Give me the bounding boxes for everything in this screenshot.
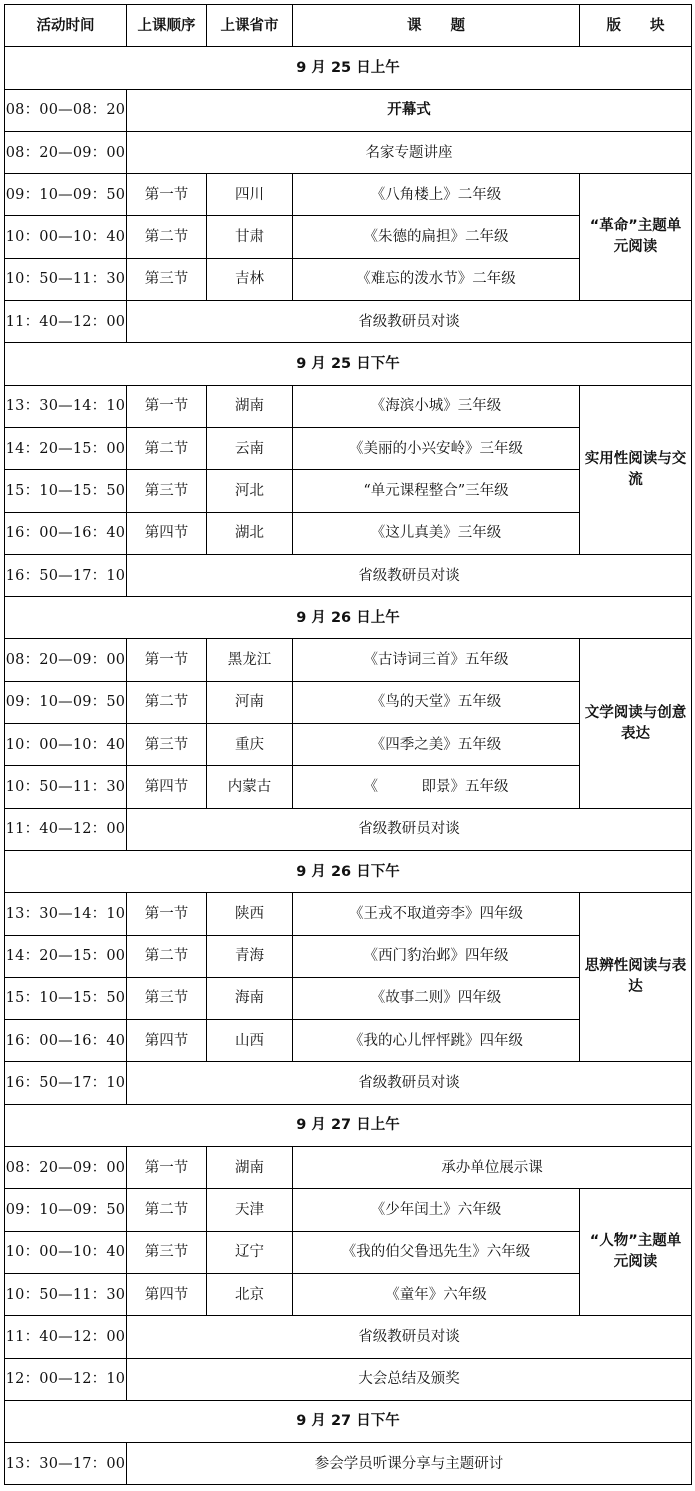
time-cell: 10：00—10：40: [5, 724, 127, 766]
order-cell: 第四节: [127, 766, 207, 808]
time-cell: 15：10—15：50: [5, 470, 127, 512]
time-cell: 09：10—09：50: [5, 174, 127, 216]
day-header-row: [5, 1104, 692, 1146]
province-cell: 北京: [207, 1273, 293, 1315]
time-cell: 08：20—09：00: [5, 639, 127, 681]
order-cell: 第四节: [127, 512, 207, 554]
header-topic: 课 题: [293, 5, 580, 47]
block-cell: “革命”主题单元阅读: [580, 174, 692, 301]
province-cell: 山西: [207, 1020, 293, 1062]
topic-cell: 《海滨小城》三年级: [293, 385, 580, 427]
order-cell: 第三节: [127, 258, 207, 300]
province-cell: 青海: [207, 935, 293, 977]
session-row: [5, 1358, 692, 1400]
time-cell: 12：00—12：10: [5, 1358, 127, 1400]
session-title: 省级教研员对谈: [127, 1062, 692, 1104]
time-cell: 15：10—15：50: [5, 977, 127, 1019]
session-row: [5, 554, 692, 596]
session-title: 参会学员听课分享与主题研讨: [127, 1443, 692, 1485]
session-row: [5, 1316, 692, 1358]
time-cell: 08：20—09：00: [5, 1147, 127, 1189]
day-title: 9 月 27 日下午: [5, 1400, 692, 1442]
block-cell: “人物”主题单元阅读: [580, 1189, 692, 1316]
lesson-row: [5, 385, 692, 427]
province-cell: 甘肃: [207, 216, 293, 258]
session-row: [5, 1062, 692, 1104]
session-row: [5, 131, 692, 173]
province-cell: 海南: [207, 977, 293, 1019]
day-title: 9 月 25 日下午: [5, 343, 692, 385]
time-cell: 10：00—10：40: [5, 1231, 127, 1273]
session-title: 省级教研员对谈: [127, 301, 692, 343]
time-cell: 13：30—14：10: [5, 893, 127, 935]
province-cell: 辽宁: [207, 1231, 293, 1273]
time-cell: 16：50—17：10: [5, 554, 127, 596]
header-block: 版 块: [580, 5, 692, 47]
province-cell: 四川: [207, 174, 293, 216]
day-header-row: [5, 47, 692, 89]
order-cell: 第二节: [127, 427, 207, 469]
session-title: 省级教研员对谈: [127, 808, 692, 850]
topic-cell: 《朱德的扁担》二年级: [293, 216, 580, 258]
order-cell: 第三节: [127, 470, 207, 512]
topic-cell: 《童年》六年级: [293, 1273, 580, 1315]
day-header-row: [5, 343, 692, 385]
header-time: 活动时间: [5, 5, 127, 47]
header-order: 上课顺序: [127, 5, 207, 47]
topic-cell: “单元课程整合”三年级: [293, 470, 580, 512]
time-cell: 13：30—14：10: [5, 385, 127, 427]
time-cell: 08：20—09：00: [5, 131, 127, 173]
time-cell: 16：00—16：40: [5, 1020, 127, 1062]
day-title: 9 月 27 日上午: [5, 1104, 692, 1146]
block-cell: 文学阅读与创意表达: [580, 639, 692, 808]
time-cell: 13：30—17：00: [5, 1443, 127, 1485]
time-cell: 10：00—10：40: [5, 216, 127, 258]
province-cell: 黑龙江: [207, 639, 293, 681]
time-cell: 11：40—12：00: [5, 1316, 127, 1358]
topic-cell: 《西门豹治邺》四年级: [293, 935, 580, 977]
order-cell: 第一节: [127, 1147, 207, 1189]
session-row: [5, 89, 692, 131]
day-header-row: [5, 1400, 692, 1442]
order-cell: 第二节: [127, 216, 207, 258]
order-cell: 第四节: [127, 1273, 207, 1315]
session-title: 名家专题讲座: [127, 131, 692, 173]
time-cell: 14：20—15：00: [5, 935, 127, 977]
order-cell: 第二节: [127, 935, 207, 977]
province-cell: 内蒙古: [207, 766, 293, 808]
topic-cell: 《王戎不取道旁李》四年级: [293, 893, 580, 935]
time-cell: 09：10—09：50: [5, 1189, 127, 1231]
order-cell: 第一节: [127, 893, 207, 935]
schedule-table: [4, 4, 692, 1485]
lesson-row: [5, 639, 692, 681]
topic-cell: 《鸟的天堂》五年级: [293, 681, 580, 723]
time-cell: 10：50—11：30: [5, 1273, 127, 1315]
time-cell: 16：00—16：40: [5, 512, 127, 554]
session-title: 开幕式: [127, 89, 692, 131]
province-cell: 陕西: [207, 893, 293, 935]
order-cell: 第一节: [127, 385, 207, 427]
order-cell: 第三节: [127, 1231, 207, 1273]
time-cell: 14：20—15：00: [5, 427, 127, 469]
time-cell: 10：50—11：30: [5, 766, 127, 808]
block-cell: 思辨性阅读与表达: [580, 893, 692, 1062]
topic-cell: 《古诗词三首》五年级: [293, 639, 580, 681]
province-cell: 湖南: [207, 385, 293, 427]
province-cell: 湖北: [207, 512, 293, 554]
session-title: 省级教研员对谈: [127, 1316, 692, 1358]
time-cell: 16：50—17：10: [5, 1062, 127, 1104]
topic-cell: 《四季之美》五年级: [293, 724, 580, 766]
topic-cell: 《这儿真美》三年级: [293, 512, 580, 554]
topic-cell: 《我的伯父鲁迅先生》六年级: [293, 1231, 580, 1273]
order-cell: 第四节: [127, 1020, 207, 1062]
day-title: 9 月 26 日下午: [5, 850, 692, 892]
topic-cell: 承办单位展示课: [293, 1147, 692, 1189]
session-row: [5, 301, 692, 343]
province-cell: 湖南: [207, 1147, 293, 1189]
schedule-body: [5, 5, 692, 1485]
topic-cell: 《八角楼上》二年级: [293, 174, 580, 216]
order-cell: 第三节: [127, 977, 207, 1019]
session-title: 省级教研员对谈: [127, 554, 692, 596]
order-cell: 第三节: [127, 724, 207, 766]
day-title: 9 月 25 日上午: [5, 47, 692, 89]
time-cell: 11：40—12：00: [5, 301, 127, 343]
topic-cell: 《难忘的泼水节》二年级: [293, 258, 580, 300]
province-cell: 吉林: [207, 258, 293, 300]
topic-cell: 《故事二则》四年级: [293, 977, 580, 1019]
lesson-row: [5, 1189, 692, 1231]
order-cell: 第二节: [127, 681, 207, 723]
lesson-row: [5, 174, 692, 216]
topic-cell: 《少年闰土》六年级: [293, 1189, 580, 1231]
session-row: [5, 808, 692, 850]
header-province: 上课省市: [207, 5, 293, 47]
province-cell: 重庆: [207, 724, 293, 766]
day-header-row: [5, 597, 692, 639]
schedule-document: [4, 4, 692, 1485]
time-cell: 10：50—11：30: [5, 258, 127, 300]
topic-cell: 《我的心儿怦怦跳》四年级: [293, 1020, 580, 1062]
province-cell: 河南: [207, 681, 293, 723]
time-cell: 08：00—08：20: [5, 89, 127, 131]
province-cell: 云南: [207, 427, 293, 469]
order-cell: 第一节: [127, 639, 207, 681]
province-cell: 天津: [207, 1189, 293, 1231]
lesson-row: [5, 893, 692, 935]
time-cell: 09：10—09：50: [5, 681, 127, 723]
time-cell: 11：40—12：00: [5, 808, 127, 850]
session-row: [5, 1443, 692, 1485]
day-header-row: [5, 850, 692, 892]
block-cell: 实用性阅读与交流: [580, 385, 692, 554]
topic-cell: 《 即景》五年级: [293, 766, 580, 808]
topic-cell: 《美丽的小兴安岭》三年级: [293, 427, 580, 469]
session-title: 大会总结及颁奖: [127, 1358, 692, 1400]
order-cell: 第二节: [127, 1189, 207, 1231]
lesson-row: [5, 1147, 692, 1189]
order-cell: 第一节: [127, 174, 207, 216]
header-row: [5, 5, 692, 47]
province-cell: 河北: [207, 470, 293, 512]
day-title: 9 月 26 日上午: [5, 597, 692, 639]
